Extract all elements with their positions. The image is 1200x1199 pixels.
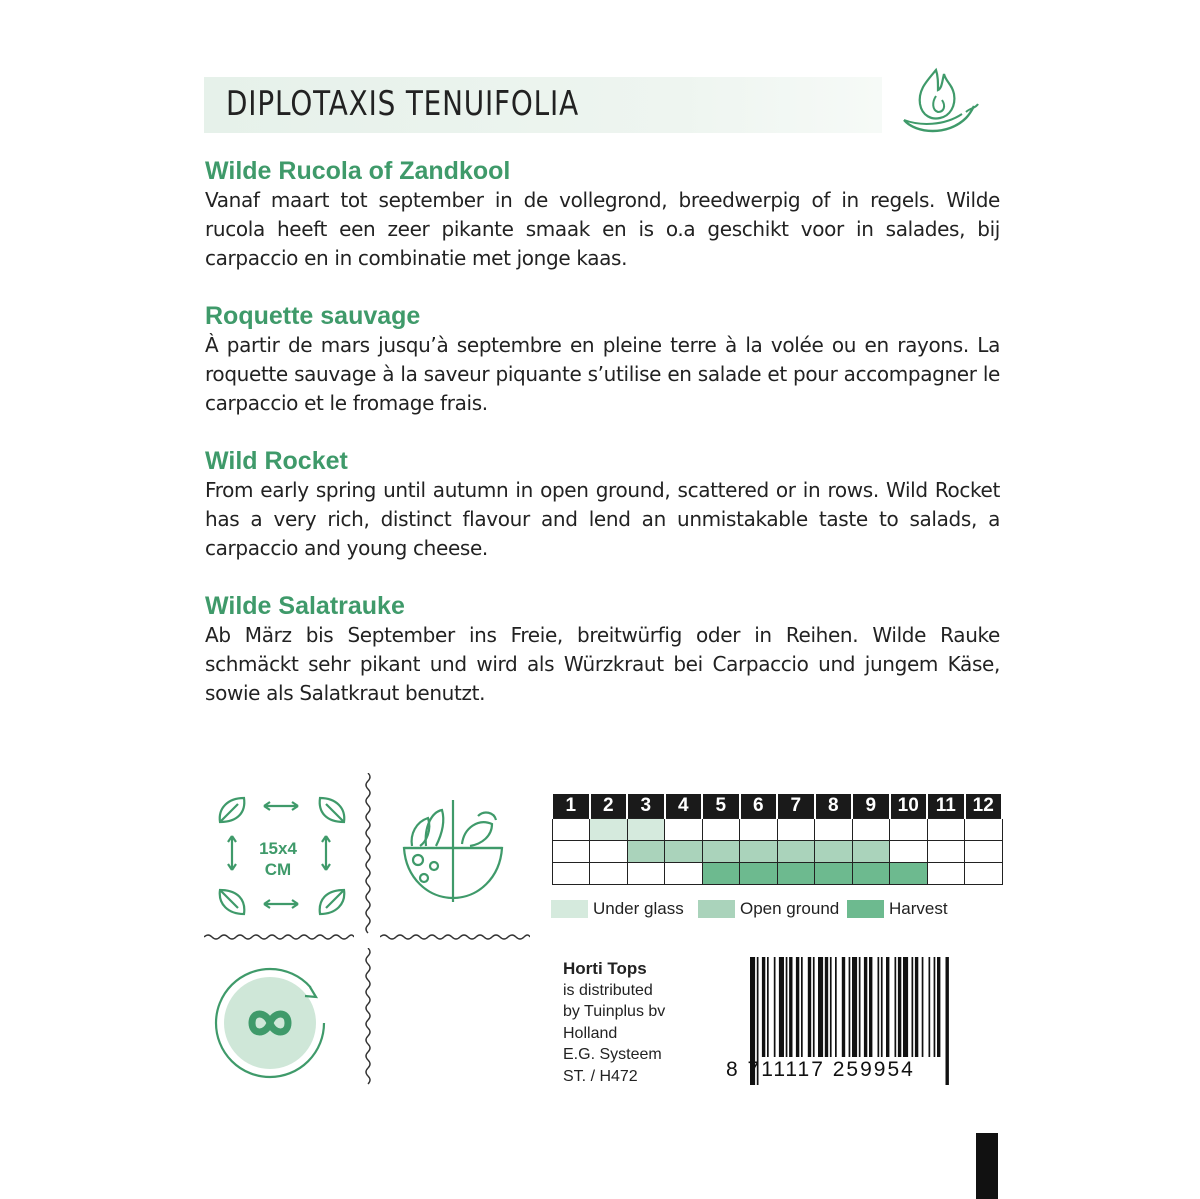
calendar-cell xyxy=(552,841,590,863)
wavy-divider-horizontal xyxy=(204,932,354,942)
section-heading: Wilde Salatrauke xyxy=(205,592,405,620)
calendar-row-harvest xyxy=(552,863,1002,885)
calendar-header-row xyxy=(552,794,1002,819)
calendar-row-under-glass xyxy=(552,819,1002,841)
sowing-calendar xyxy=(551,794,1003,885)
legend-label: Under glass xyxy=(593,899,684,918)
spacing-unit: CM xyxy=(264,860,292,879)
month-label: 8 xyxy=(815,794,853,819)
calendar-cell xyxy=(815,841,853,863)
month-label: 5 xyxy=(702,794,740,819)
legend-label: Harvest xyxy=(889,899,948,918)
month-label: 4 xyxy=(665,794,703,819)
month-label: 7 xyxy=(777,794,815,819)
calendar-cell xyxy=(740,841,778,863)
calendar-cell xyxy=(665,841,703,863)
legend-label: Open ground xyxy=(740,899,840,918)
legend-swatch xyxy=(698,900,735,918)
perennial-infinity-icon xyxy=(212,965,328,1081)
calendar-cell xyxy=(627,863,665,885)
calendar-cell xyxy=(852,841,890,863)
calendar-cell xyxy=(702,819,740,841)
calendar-cell xyxy=(777,841,815,863)
black-tab-marker xyxy=(976,1133,998,1199)
brand-name: Horti Tops xyxy=(563,959,647,978)
calendar-cell xyxy=(702,841,740,863)
calendar-cell xyxy=(627,819,665,841)
spacing-label xyxy=(250,838,306,880)
month-label: 11 xyxy=(927,794,965,819)
section-text: À partir de mars jusqu’à septembre en pleine terre à la volée ou en rayons. La roquette sauvage à la saveur piquante s’utilise en salade et pour accompagner le carpaccio et le fromage frais. xyxy=(205,333,1000,415)
section-english xyxy=(205,446,1000,563)
legend-item-under-glass xyxy=(551,899,684,919)
calendar-cell xyxy=(965,841,1003,863)
month-label: 1 xyxy=(552,794,590,819)
legend-swatch xyxy=(847,900,884,918)
legend-item-open-ground xyxy=(698,899,839,919)
calendar-row-open-ground xyxy=(552,841,1002,863)
month-label: 10 xyxy=(890,794,928,819)
section-german xyxy=(205,591,1000,708)
calendar-cell xyxy=(927,863,965,885)
calendar-cell xyxy=(852,819,890,841)
section-text: Vanaf maart tot september in de vollegrond, breedwerpig of in regels. Wilde rucola heeft een zeer pikante smaak en is o.a geschikt voor in salades, bij carpaccio en in combinatie met jonge kaas. xyxy=(205,188,1000,270)
calendar-cell xyxy=(927,841,965,863)
calendar-cell xyxy=(740,819,778,841)
section-heading: Roquette sauvage xyxy=(205,302,421,330)
wavy-divider-horizontal xyxy=(380,932,530,942)
month-label: 12 xyxy=(965,794,1003,819)
calendar-cell xyxy=(965,863,1003,885)
calendar-cell xyxy=(590,819,628,841)
calendar-cell xyxy=(852,863,890,885)
calendar-cell xyxy=(965,819,1003,841)
calendar-cell xyxy=(665,863,703,885)
month-label: 9 xyxy=(852,794,890,819)
month-label: 6 xyxy=(740,794,778,819)
section-text: Ab März bis September ins Freie, breitwürfig oder in Reihen. Wilde Rauke schmäckt sehr pikant und wird als Würzkraut bei Carpaccio und jungem Käse, sowie als Salatkraut benutzt. xyxy=(205,623,1000,705)
calendar-cell xyxy=(927,819,965,841)
calendar-cell xyxy=(740,863,778,885)
month-label: 2 xyxy=(590,794,628,819)
distributor-info xyxy=(563,958,665,1087)
wavy-divider-vertical xyxy=(362,773,374,935)
calendar-cell xyxy=(552,863,590,885)
salad-bowl-icon xyxy=(398,796,508,906)
distributor-line: is distributed xyxy=(563,981,653,999)
legend-item-harvest xyxy=(847,899,948,919)
section-french xyxy=(205,301,1000,418)
spacing-value: 15x4 xyxy=(259,839,297,858)
calendar-cell xyxy=(815,863,853,885)
calendar-cell xyxy=(702,863,740,885)
section-heading: Wilde Rucola of Zandkool xyxy=(205,157,511,185)
calendar-cell xyxy=(890,841,928,863)
month-label: 3 xyxy=(627,794,665,819)
wavy-divider-vertical xyxy=(362,948,374,1088)
section-dutch xyxy=(205,156,1000,273)
section-heading: Wild Rocket xyxy=(205,447,348,475)
legend-swatch xyxy=(551,900,588,918)
calendar-cell xyxy=(552,819,590,841)
calendar-cell xyxy=(815,819,853,841)
calendar-cell xyxy=(590,841,628,863)
barcode-digits: 8 711117 259954 xyxy=(726,1058,915,1081)
calendar-cell xyxy=(890,819,928,841)
calendar-cell xyxy=(890,863,928,885)
latin-name: DIPLOTAXIS TENUIFOLIA xyxy=(226,84,579,124)
distributor-line: ST. / H472 xyxy=(563,1067,638,1085)
distributor-line: by Tuinplus bv xyxy=(563,1003,666,1020)
calendar-cell xyxy=(665,819,703,841)
calendar-cell xyxy=(627,841,665,863)
flame-pepper-icon xyxy=(896,62,980,142)
distributor-line: E.G. Systeem xyxy=(563,1046,662,1063)
distributor-line: Holland xyxy=(563,1024,618,1042)
section-text: From early spring until autumn in open ground, scattered or in rows. Wild Rocket has a very rich, distinct flavour and lend an unmistakable taste to salads, a carpaccio and young cheese. xyxy=(205,478,1000,560)
calendar-cell xyxy=(590,863,628,885)
calendar-cell xyxy=(777,819,815,841)
calendar-cell xyxy=(777,863,815,885)
